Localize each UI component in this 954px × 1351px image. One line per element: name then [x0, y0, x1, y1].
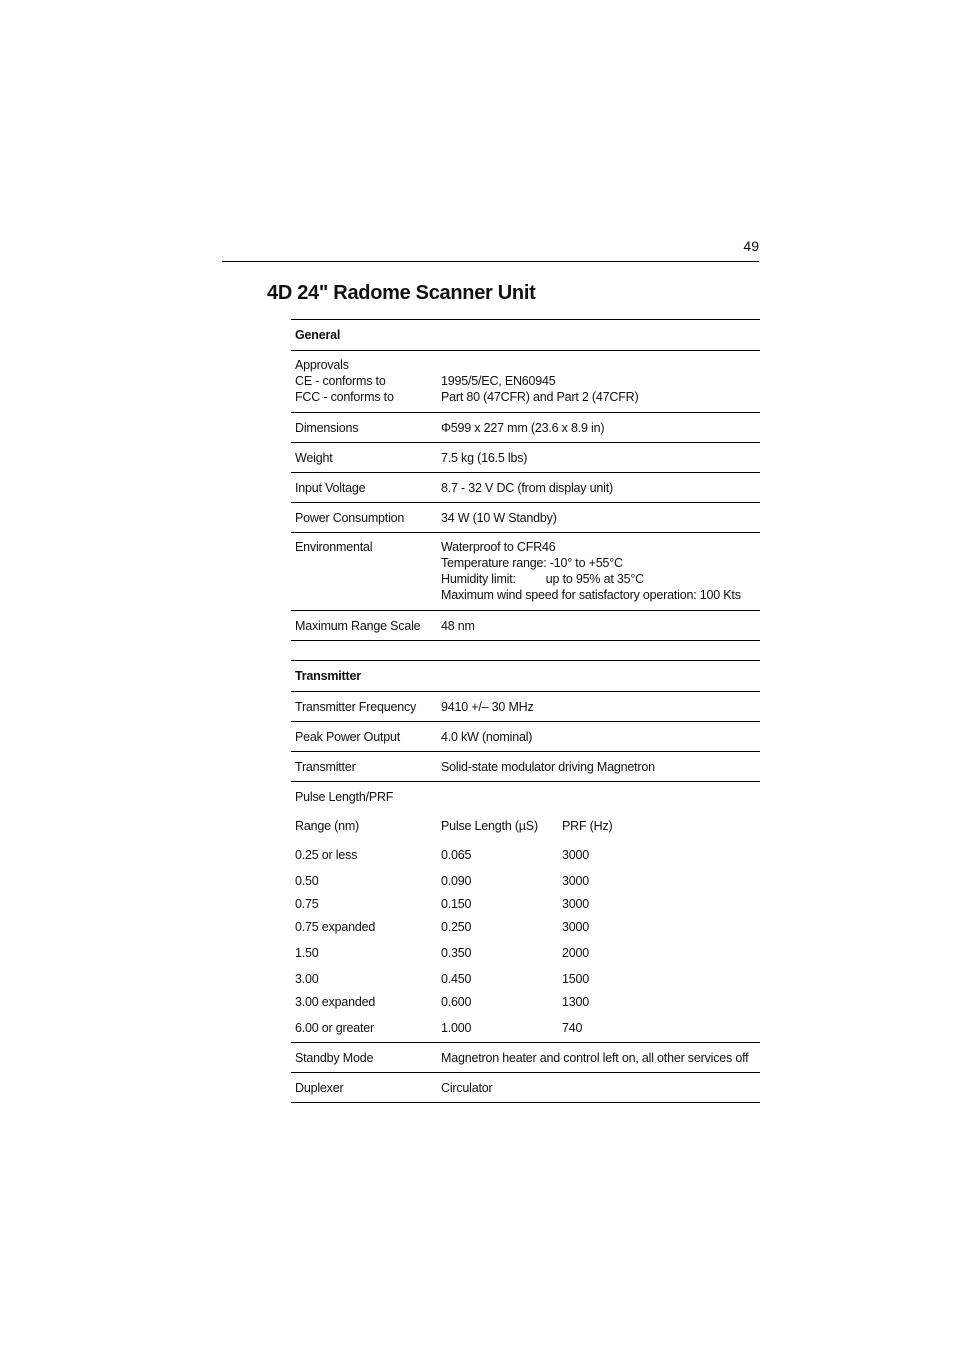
waterproof-value: Waterproof to CFR46: [441, 540, 556, 554]
peak-power-row: [291, 722, 760, 752]
pulse-range: 0.75 expanded: [295, 919, 376, 934]
frequency-value: 9410 +/– 30 MHz: [437, 692, 760, 722]
pulse-range: 6.00 or greater: [295, 1020, 374, 1035]
dimensions-label: Dimensions: [291, 413, 437, 443]
general-heading: General: [291, 320, 760, 351]
pulse-range: 0.75: [295, 896, 319, 911]
power-consumption-value: 34 W (10 W Standby): [437, 503, 760, 533]
table-row: [291, 938, 760, 967]
table-row: [291, 892, 760, 915]
frequency-row: [291, 692, 760, 722]
power-consumption-row: [291, 503, 760, 533]
pulse-length: 0.065: [441, 847, 472, 862]
pulse-length: 0.450: [441, 971, 472, 986]
input-voltage-row: [291, 473, 760, 503]
pulse-prf: 3000: [562, 919, 590, 934]
pulse-prf: 2000: [562, 945, 590, 960]
pulse-prf: 1300: [562, 994, 590, 1009]
page-number: 49: [743, 238, 759, 254]
table-row: [291, 869, 760, 892]
table-row: [291, 840, 760, 869]
table-row: [291, 915, 760, 938]
general-spec-table: [291, 319, 760, 641]
pulse-range: 3.00: [295, 971, 319, 986]
transmitter-value: Solid-state modulator driving Magnetron: [437, 752, 760, 782]
humidity-value: up to 95% at 35°C: [545, 572, 644, 586]
pulse-range: 1.50: [295, 945, 319, 960]
pulse-length: 0.150: [441, 896, 472, 911]
fcc-label: FCC - conforms to: [295, 390, 394, 404]
input-voltage-label: Input Voltage: [291, 473, 437, 503]
pulse-length: 0.350: [441, 945, 472, 960]
duplexer-label: Duplexer: [291, 1073, 437, 1103]
ce-label: CE - conforms to: [295, 374, 386, 388]
environmental-label: Environmental: [291, 533, 437, 611]
pulse-col-length: Pulse Length (µS): [441, 818, 538, 833]
transmitter-label: Transmitter: [291, 752, 437, 782]
fcc-value: Part 80 (47CFR) and Part 2 (47CFR): [441, 390, 639, 404]
dimensions-value: Φ599 x 227 mm (23.6 x 8.9 in): [437, 413, 760, 443]
power-consumption-label: Power Consumption: [291, 503, 437, 533]
standby-label: Standby Mode: [291, 1043, 437, 1073]
standby-row: [291, 1043, 760, 1073]
general-heading-row: [291, 320, 760, 351]
range-scale-label: Maximum Range Scale: [291, 611, 437, 641]
table-row: [291, 967, 760, 990]
pulse-length: 0.600: [441, 994, 472, 1009]
pulse-range: 0.50: [295, 873, 319, 888]
pulse-length: 1.000: [441, 1020, 472, 1035]
pulse-range: 3.00 expanded: [295, 994, 376, 1009]
page-title: 4D 24" Radome Scanner Unit: [267, 282, 536, 304]
transmitter-spec-table: [291, 660, 760, 1103]
pulse-prf: 3000: [562, 896, 590, 911]
wind-value: Maximum wind speed for satisfactory operation: 100 Kts: [441, 588, 741, 602]
weight-row: [291, 443, 760, 473]
peak-power-value: 4.0 kW (nominal): [437, 722, 760, 752]
pulse-col-prf: PRF (Hz): [562, 818, 613, 833]
pulse-prf: 3000: [562, 873, 590, 888]
input-voltage-value: 8.7 - 32 V DC (from display unit): [437, 473, 760, 503]
pulse-length: 0.250: [441, 919, 472, 934]
pulse-prf: 1500: [562, 971, 590, 986]
humidity-label: Humidity limit:: [441, 572, 516, 586]
pulse-range: 0.25 or less: [295, 847, 358, 862]
pulse-length-label: Pulse Length/PRF: [291, 782, 437, 812]
transmitter-heading: Transmitter: [291, 661, 760, 692]
weight-label: Weight: [291, 443, 437, 473]
peak-power-label: Peak Power Output: [291, 722, 437, 752]
approvals-label: Approvals: [295, 358, 349, 372]
environmental-row: [291, 533, 760, 611]
pulse-col-range: Range (nm): [295, 818, 359, 833]
pulse-prf: 3000: [562, 847, 590, 862]
approvals-row: [291, 351, 760, 413]
pulse-prf: 740: [562, 1020, 583, 1035]
frequency-label: Transmitter Frequency: [291, 692, 437, 722]
duplexer-row: [291, 1073, 760, 1103]
dimensions-row: [291, 413, 760, 443]
range-scale-row: [291, 611, 760, 641]
range-scale-value: 48 nm: [437, 611, 760, 641]
weight-value: 7.5 kg (16.5 lbs): [437, 443, 760, 473]
duplexer-value: Circulator: [437, 1073, 760, 1103]
pulse-length-row: [291, 782, 760, 812]
ce-value: 1995/5/EC, EN60945: [441, 374, 556, 388]
pulse-length: 0.090: [441, 873, 472, 888]
table-row: [291, 990, 760, 1013]
pulse-header-row: [291, 811, 760, 840]
header-rule: [222, 261, 759, 262]
standby-value: Magnetron heater and control left on, all other services off: [437, 1043, 760, 1073]
table-row: [291, 1013, 760, 1043]
transmitter-row: [291, 752, 760, 782]
temperature-value: Temperature range: -10° to +55°C: [441, 556, 623, 570]
humidity-line: [441, 571, 756, 587]
transmitter-heading-row: [291, 661, 760, 692]
